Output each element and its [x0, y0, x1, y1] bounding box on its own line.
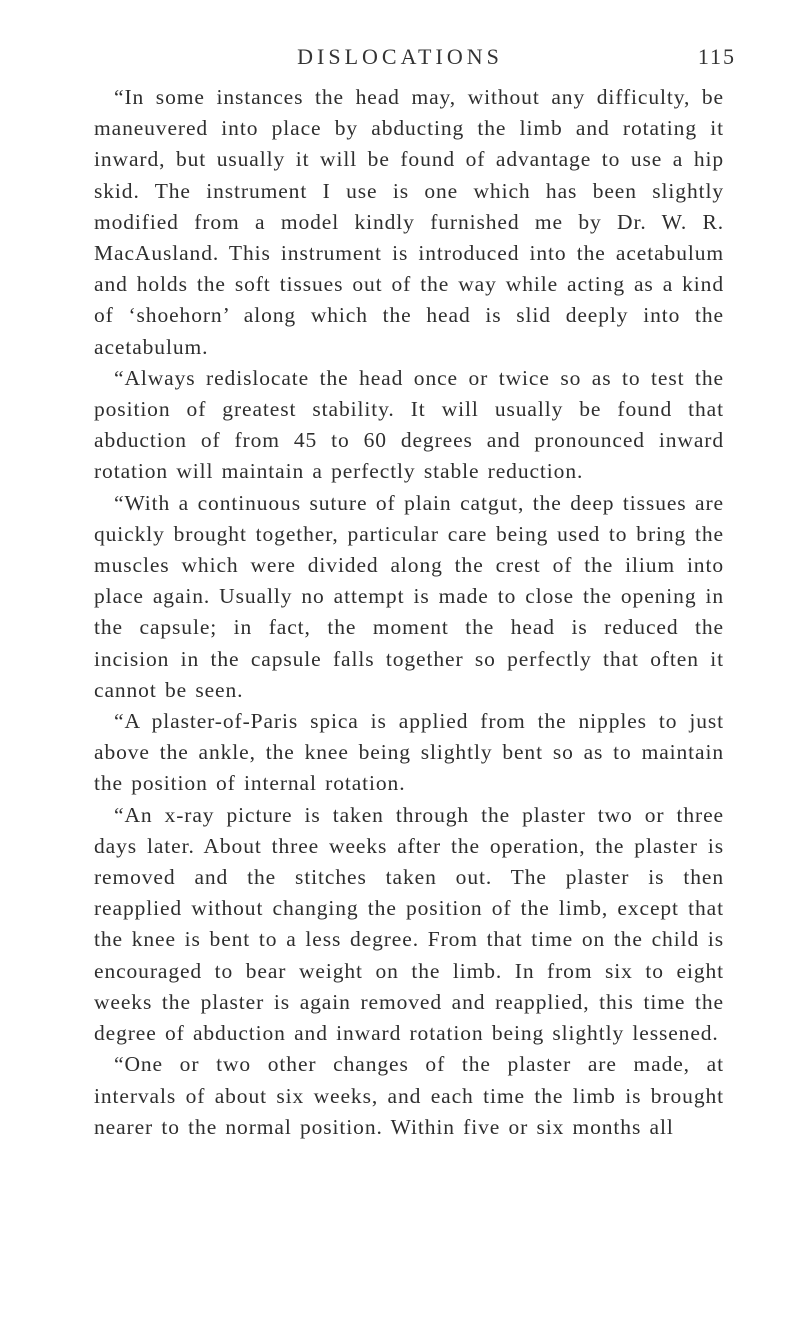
running-title: DISLOCATIONS [297, 44, 503, 69]
paragraph: “One or two other changes of the plaster are made, at intervals of about six weeks, and each time the limb is brought nearer to the normal position. Within five or six months all [94, 1052, 724, 1139]
paragraph: “With a continuous suture of plain catgut, the deep tissues are quickly brought together, particular care being used to bring the muscles which were divided along the crest of the ilium into place again. Usually no attempt is made to close the opening in the capsule; in fact, the moment the head is reduced the incision in the capsule falls together so perfectly that often it cannot be seen. [94, 490, 724, 702]
paragraph: “In some instances the head may, without any difficulty, be maneuvered into place by abducting the limb and rotating it inward, but usually it will be found of advantage to use a hip skid. The instrument I use is one which has been slightly modified from a model kindly furnished me by Dr. W. R. MacAusland. This instrument is introduced into the acetabulum and holds the soft tissues out of the way while acting as a kind of ‘shoehorn’ along which the head is slid deeply into the acetabulum. [94, 85, 724, 359]
page-number: 115 [697, 44, 736, 69]
paragraph: “An x-ray picture is taken through the plaster two or three days later. About three weeks after the operation, the plaster is removed and the stitches taken out. The plaster is then reapplied without changing the position of the limb, except that the knee is bent to a less degree. From that time on the child is encouraged to bear weight on the limb. In from six to eight weeks the plaster is again removed and reapplied, this time the degree of abduction and inward rotation being slightly lessened. [94, 802, 724, 1046]
running-head [0, 44, 800, 76]
body-text [94, 82, 724, 1143]
paragraph: “Always redislocate the head once or twice so as to test the position of greatest stability. It will usually be found that abduction of from 45 to 60 degrees and pronounced inward rotation will maintain a perfectly stable reduction. [94, 365, 724, 484]
paragraph: “A plaster-of-Paris spica is applied from the nipples to just above the ankle, the knee being slightly bent so as to maintain the position of internal rotation. [94, 709, 724, 796]
